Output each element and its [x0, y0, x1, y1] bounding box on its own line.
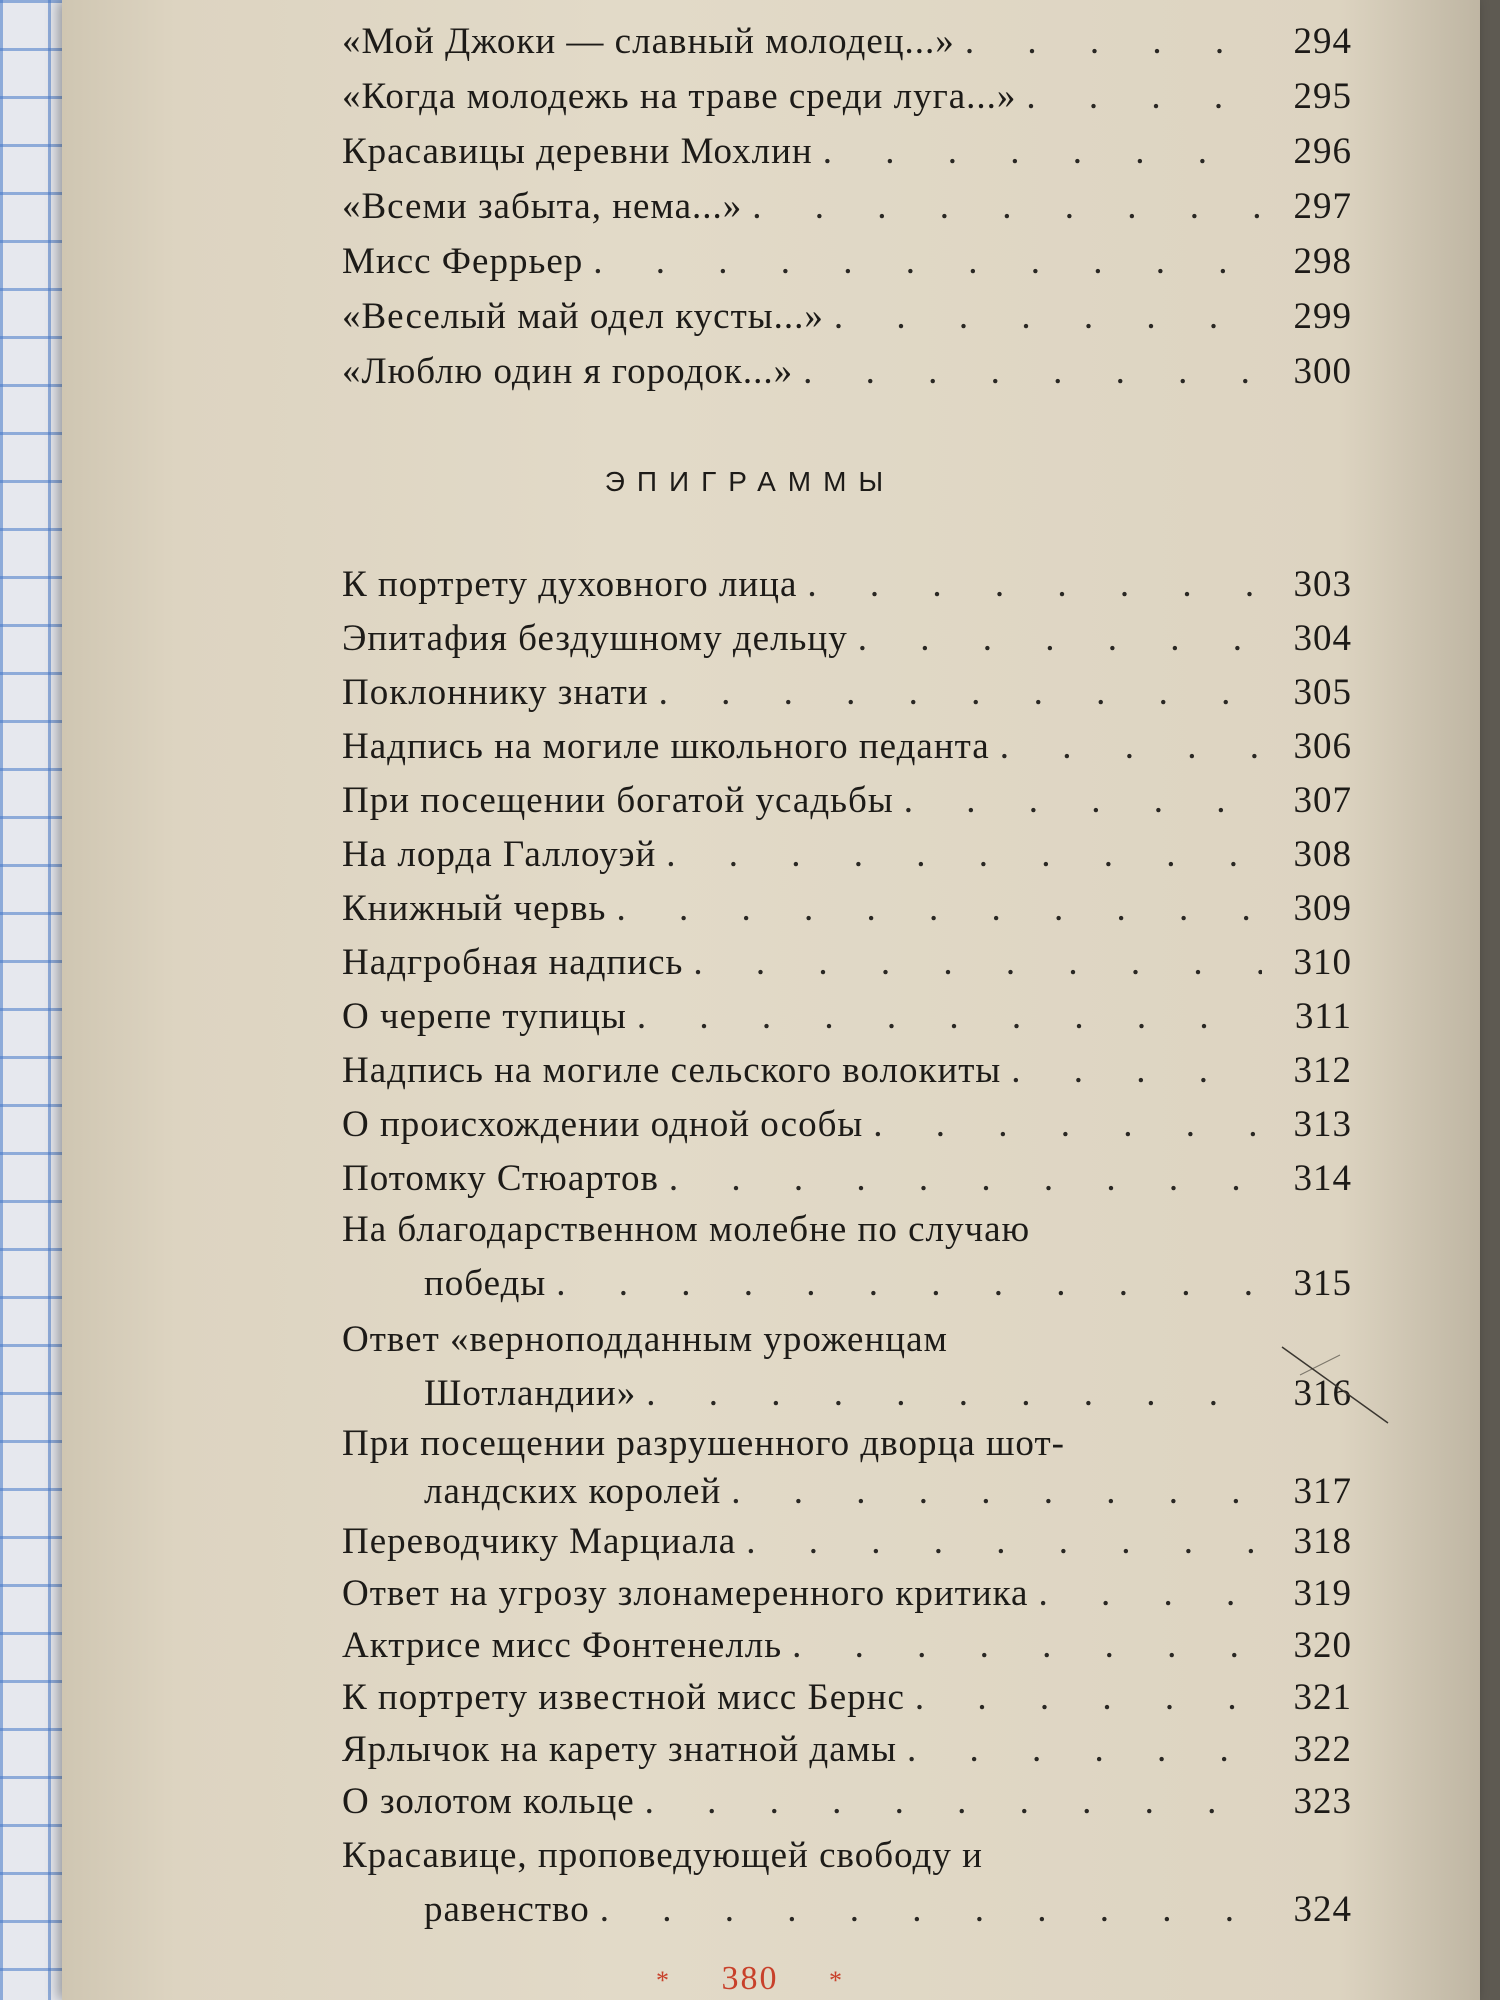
- entry-title: Ярлычок на карету знатной дамы: [342, 1729, 897, 1770]
- toc-entry: [342, 1520, 1352, 1563]
- toc-entry: [342, 295, 1352, 338]
- entry-page-number: 305: [1293, 672, 1352, 713]
- entry-title: Надпись на могиле сельского волокиты: [342, 1050, 1002, 1091]
- entry-title: Надгробная надпись: [342, 942, 684, 983]
- entry-page-number: 297: [1293, 186, 1352, 227]
- entry-title: Мисс Феррьер: [342, 241, 584, 282]
- toc-entry: [342, 1157, 1352, 1200]
- toc-entry: [342, 240, 1352, 283]
- toc-entry: [342, 941, 1352, 984]
- entry-page-number: 318: [1293, 1521, 1352, 1562]
- toc-entry: [342, 130, 1352, 173]
- toc-entry: [424, 1262, 1352, 1305]
- entry-page-number: 315: [1293, 1263, 1352, 1304]
- toc-entry: [424, 1888, 1352, 1931]
- toc-entry: [342, 779, 1352, 822]
- entry-title: О происхождении одной особы: [342, 1104, 864, 1145]
- entry-page-number: 295: [1293, 76, 1352, 117]
- dot-leader: [1038, 1572, 1262, 1615]
- toc-entry: [342, 20, 1352, 63]
- dot-leader: [593, 240, 1262, 283]
- entry-title: Потомку Стюартов: [342, 1158, 659, 1199]
- toc-entry: [342, 563, 1352, 606]
- entry-title-line1: Красавице, проповедующей свободу и: [342, 1835, 983, 1876]
- toc-entry: [342, 185, 1352, 228]
- entry-page-number: 322: [1293, 1729, 1352, 1770]
- entry-title: Эпитафия бездушному дельцу: [342, 618, 848, 659]
- entry-title: «Веселый май одел кусты...»: [342, 296, 824, 337]
- dot-leader: [807, 563, 1262, 606]
- entry-page-number: 307: [1293, 780, 1352, 821]
- dot-leader: [858, 617, 1262, 660]
- dot-leader: [645, 1780, 1262, 1823]
- entry-page-number: 310: [1293, 942, 1352, 983]
- dot-leader: [731, 1470, 1262, 1513]
- entry-title-line2: Шотландии»: [424, 1373, 637, 1414]
- pencil-scratch-mark: [1280, 1345, 1390, 1425]
- toc-entry: [342, 671, 1352, 714]
- entry-page-number: 306: [1293, 726, 1352, 767]
- toc-entry: [342, 75, 1352, 118]
- dot-leader: [873, 1103, 1262, 1146]
- entry-page-number: 298: [1293, 241, 1352, 282]
- entry-page-number: 309: [1293, 888, 1352, 929]
- dot-leader: [1026, 75, 1262, 118]
- toc-entry: [342, 887, 1352, 930]
- entry-title-line1: Ответ «верноподданным уроженцам: [342, 1319, 948, 1360]
- dot-leader: [600, 1888, 1262, 1931]
- section-heading: ЭПИГРАММЫ: [604, 466, 896, 497]
- dot-leader: [659, 671, 1262, 714]
- entry-title: «Всеми забыта, нема...»: [342, 186, 743, 227]
- toc-entry: [342, 1103, 1352, 1146]
- toc-entry: [342, 1780, 1352, 1823]
- entry-title-line2: победы: [424, 1263, 547, 1304]
- entry-page-number: 296: [1293, 131, 1352, 172]
- entry-title: Красавицы деревни Мохлин: [342, 131, 813, 172]
- entry-page-number: 300: [1293, 351, 1352, 392]
- entry-title: Книжный червь: [342, 888, 607, 929]
- entry-page-number: 312: [1293, 1050, 1352, 1091]
- entry-title-line1: На благодарственном молебне по случаю: [342, 1209, 1031, 1250]
- dot-leader: [965, 20, 1262, 63]
- folio-number: 380: [721, 1960, 779, 1997]
- dot-leader: [746, 1520, 1262, 1563]
- entry-title: К портрету известной мисс Бернс: [342, 1677, 905, 1718]
- entry-page-number: 320: [1293, 1625, 1352, 1666]
- dot-leader: [693, 941, 1262, 984]
- entry-page-number: 294: [1293, 21, 1352, 62]
- dot-leader: [637, 995, 1262, 1038]
- toc-entry: [342, 617, 1352, 660]
- entry-page-number: 319: [1293, 1573, 1352, 1614]
- dot-leader: [556, 1262, 1262, 1305]
- dot-leader: [1000, 725, 1262, 768]
- entry-page-number: 313: [1293, 1104, 1352, 1145]
- entry-title: Надпись на могиле школьного педанта: [342, 726, 990, 767]
- folio-ornament-left: *: [656, 1966, 671, 1995]
- entry-page-number: 323: [1293, 1781, 1352, 1822]
- entry-page-number: 317: [1293, 1471, 1352, 1512]
- entry-title-line2: равенство: [424, 1889, 590, 1930]
- toc-entry: [342, 1624, 1352, 1667]
- dot-leader: [915, 1676, 1262, 1719]
- entry-title-line1: При посещении разрушенного дворца шот-: [342, 1423, 1065, 1464]
- dot-leader: [792, 1624, 1262, 1667]
- dot-leader: [616, 887, 1262, 930]
- entry-page-number: 311: [1294, 996, 1352, 1037]
- entry-page-number: 316: [1293, 1373, 1352, 1414]
- dot-leader: [1011, 1049, 1262, 1092]
- entry-title: «Когда молодежь на траве среди луга...»: [342, 76, 1017, 117]
- dot-leader: [904, 779, 1262, 822]
- entry-title: Переводчику Марциала: [342, 1521, 737, 1562]
- entry-title: Ответ на угрозу злонамеренного критика: [342, 1573, 1029, 1614]
- entry-page-number: 314: [1293, 1158, 1352, 1199]
- entry-page-number: 321: [1293, 1677, 1352, 1718]
- toc-entry: [342, 350, 1352, 393]
- dot-leader: [834, 295, 1262, 338]
- dot-leader: [823, 130, 1262, 173]
- entry-title: О золотом кольце: [342, 1781, 635, 1822]
- entry-title: О черепе тупицы: [342, 996, 627, 1037]
- entry-page-number: 304: [1293, 618, 1352, 659]
- toc-entry: [342, 1572, 1352, 1615]
- entry-page-number: 324: [1293, 1889, 1352, 1930]
- dot-leader: [907, 1728, 1262, 1771]
- entry-title: «Мой Джоки — славный молодец...»: [342, 21, 955, 62]
- toc-entry: [342, 833, 1352, 876]
- toc-entry: [342, 1676, 1352, 1719]
- entry-page-number: 299: [1293, 296, 1352, 337]
- entry-title: Актрисе мисс Фонтенелль: [342, 1625, 783, 1666]
- folio-ornament-right: *: [829, 1966, 844, 1995]
- toc-entry: [424, 1470, 1352, 1513]
- toc-entry: [424, 1372, 1352, 1415]
- toc-entry: [342, 1049, 1352, 1092]
- dot-leader: [666, 833, 1262, 876]
- entry-title: «Люблю один я городок...»: [342, 351, 794, 392]
- entry-title: На лорда Галлоуэй: [342, 834, 657, 875]
- entry-title-line2: ландских королей: [424, 1471, 722, 1512]
- entry-title: При посещении богатой усадьбы: [342, 780, 894, 821]
- toc-entry: [342, 1728, 1352, 1771]
- entry-page-number: 308: [1293, 834, 1352, 875]
- entry-title: К портрету духовного лица: [342, 564, 798, 605]
- dot-leader: [752, 185, 1262, 228]
- page-folio: [0, 1960, 1500, 1998]
- entry-title: Поклоннику знати: [342, 672, 649, 713]
- toc-entry: [342, 995, 1352, 1038]
- dot-leader: [646, 1372, 1262, 1415]
- dot-leader: [803, 350, 1262, 393]
- dot-leader: [669, 1157, 1262, 1200]
- entry-page-number: 303: [1293, 564, 1352, 605]
- toc-entry: [342, 725, 1352, 768]
